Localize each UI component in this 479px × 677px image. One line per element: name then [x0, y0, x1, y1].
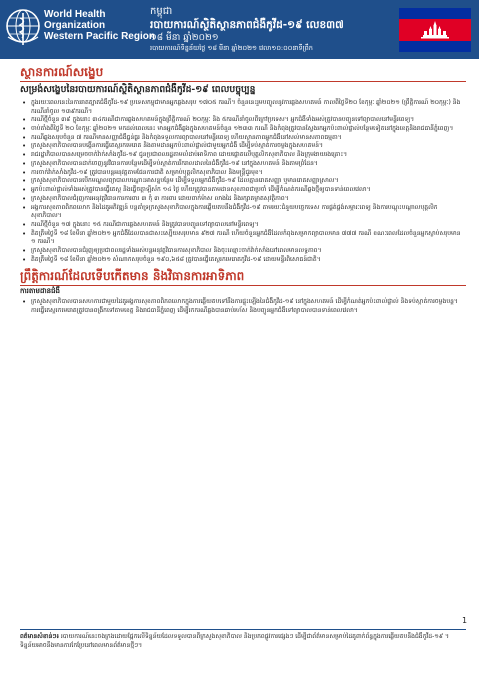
footer-label: ពត៌មានសំខាន់ៗ៖: [20, 633, 59, 640]
list-item: • រាជរដ្ឋាភិបាលបានសម្រេចចាក់វ៉ាក់សាំងកូវីដ-១៩ ជូនប្រជាពលរដ្ឋតាមលំដាប់អាទិភាព ដោយផ្ដោតលើបុគ្គលិកសុខាភិបាល និងក្រុមងាយរងគ្រោះ។: [20, 151, 466, 160]
surveillance-subheading: ការតាមដានជំងឺ: [20, 287, 60, 296]
list-item: • គិតត្រឹមថ្ងៃទី ១៨ ខែមីនា ឆ្នាំ២០២១ អ្នកជំងឺដែលបានជាសះស្បើយសរុបមាន ៩២៧ ករណី ហើយចំនួនអ្នកជំងឺដែលកំពុងសម្រាកព្យាបាលមាន ៧៧៧ ករណី ខណៈពេលដែលចំនួនអ្នកស្លាប់សរុបមាន ១ ករណី។: [20, 230, 466, 247]
org-region: Western Pacific Region: [44, 31, 155, 42]
list-item: • ក្រសួងសុខាភិបាលបានដាក់ចេញនូវវិធានការបន្ថែមដើម្បីទប់ស្កាត់ការរីករាលដាលនៃជំងឺកូវីដ-១៩ នៅក្នុងសហគមន៍ និងតាមព្រំដែន។: [20, 160, 466, 169]
list-item: • ក្រសួងសុខាភិបាលបានសហការជាមួយដៃគូអង្គការសុខភាពពិភពលោកក្នុងការឆ្លើយតបទៅនឹងការផ្ទុះឡើងនៃជំងឺកូវីដ-១៩ នៅក្នុងសហគមន៍ ដើម្បីកំណត់អ្នកប៉ះពាល់ផ្ទាល់ និងទប់ស្កាត់ការចម្លងបន្ត។ ការធ្វើតេស្តរកមេរោគត្រូវបានពង្រីកទៅតាមខេត្ត និងរាជធានីភ្នំពេញ ដើម្បីរកករណីឆ្លងបានឆាប់រហ័ស និងបញ្ជូនអ្នកជំងឺទៅព្យាបាលបានទាន់ពេលវេលា។: [20, 298, 466, 315]
who-emblem-icon: [4, 7, 42, 47]
report-title-block: [150, 6, 344, 53]
list-item: • ករណីឆ្លងសរុបចំនួន ៧ ករណីមានសញ្ញាជំងឺធ្ងន់ធ្ងរ និងកំពុងទទួលការព្យាបាលនៅមន្ទីរពេទ្យ ហើយស្ថានភាពអ្នកជំងឺនៅសល់មានសភាពធម្មតា។: [20, 134, 466, 143]
report-title: របាយការណ៍ស្ថិតិស្ថានភាពជំងឺកូវីដ-១៩ លេខ៣៧: [150, 19, 344, 31]
priority-actions-section: [20, 268, 466, 315]
situation-summary-heading: ស្ថានការណ៍សង្ខេប: [20, 64, 466, 82]
list-item: • ការចាក់វ៉ាក់សាំងកូវីដ-១៩ ត្រូវបានបន្តអនុវត្តតាមផែនការជាតិ សម្រាប់បុគ្គលិកសុខាភិបាល និងមន្ត្រីជួរមុខ។: [20, 169, 466, 178]
report-header: [0, 0, 479, 59]
report-date: ១៨ មីនា ឆ្នាំ២០២១: [150, 33, 219, 43]
report-body: [20, 64, 466, 315]
list-item: • ចាប់តាំងពីថ្ងៃទី ២០ ខែកុម្ភៈ ឆ្នាំ២០២១ មកដល់ពេលនេះ មានអ្នកជំងឺឆ្លងក្នុងសហគមន៍ចំនួន ១២៣៣ ករណី និងកំពុងត្រូវបានស្វែងរកអ្នកប៉ះពាល់ផ្ទាល់បន្ថែមទៀតនៅក្នុងខេត្តនិងរាជធានីភ្នំពេញ។: [20, 125, 466, 134]
list-item: • ក្រសួងសុខាភិបាលបានបើកមណ្ឌលព្យាបាលបណ្ដោះអាសន្នបន្ថែម ដើម្បីទទួលអ្នកជំងឺកូវីដ-១៩ ដែលគ្មានរោគសញ្ញា ឬមានរោគសញ្ញាស្រាល។: [20, 177, 466, 186]
list-item: • ក្រសួងសុខាភិបាលបានបង្កើនការធ្វើតេស្តរកមេរោគ និងតាមដានអ្នកប៉ះពាល់ផ្ទាល់ជាមួយអ្នកជំងឺ ដើម្បីទប់ស្កាត់ការចម្លងក្នុងសហគមន៍។: [20, 142, 466, 151]
list-item: • ក្រសួងសុខាភិបាលជំរុញការអនុវត្តវិធានការការពារ ៣ កុំ ៣ ការពារ ដោយពាក់ម៉ាស លាងដៃ និងរក្សាគម្លាតសុវត្ថិភាព។: [20, 195, 466, 204]
footer-text: របាយការណ៍នេះចងក្រងដោយផ្អែកលើទិន្នន័យដែលទទួលបានពីក្រសួងសុខាភិបាល និងប្រភពផ្លូវការផ្សេងៗ ដើម្បីជាព័ត៌មានសម្រាប់ដៃគូពាក់ព័ន្ធក្នុងការឆ្លើយតបនឹងជំងឺកូវីដ-១៩ ។ ទិន្នន័យអាចនឹងមានការកែប្រែនៅពេលមានព័ត៌មានថ្មីៗ។: [20, 633, 449, 649]
cambodia-flag-icon: [399, 8, 471, 52]
list-item: • អង្គការសុខភាពពិភពលោក និងដៃគូអភិវឌ្ឍន៍ បន្តគាំទ្រក្រសួងសុខាភិបាលក្នុងការឆ្លើយតបនឹងជំងឺកូវីដ-១៩ តាមរយៈជំនួយបច្ចេកទេស ការផ្គត់ផ្គង់សម្ភារៈពេទ្យ និងការបណ្ដុះបណ្ដាលបុគ្គលិកសុខាភិបាល។: [20, 204, 466, 221]
country-name: កម្ពុជា: [150, 6, 173, 17]
list-item: • គិតត្រឹមថ្ងៃទី ១៨ ខែមីនា ឆ្នាំ២០២១ សំណាកសរុបចំនួន ១៩០,៦៥៨ ត្រូវបានធ្វើតេស្តរកមេរោគកូវីដ-១៩ ដោយមន្ទីរពិសោធន៍ជាតិ។: [20, 256, 466, 265]
surveillance-list: [20, 298, 466, 315]
org-line1: World Health: [44, 9, 106, 20]
data-period: របាយការណ៍ទិន្នន័យថ្ងៃ ១៨ មីនា ឆ្នាំ២០២១ វេលា១០:០០នាទីព្រឹក: [150, 44, 313, 52]
priority-actions-heading: ព្រឹត្តិការណ៍ដែលទើបកើតមាន និងវិធានការអាទិភាព: [20, 268, 466, 286]
org-line2: Organization: [44, 20, 106, 31]
footer-divider: [20, 629, 466, 630]
list-item: • ក្នុងរយៈពេលនេះនៃការរាតត្បាតជំងឺកូវីដ-១៩ ប្រទេសកម្ពុជាមានអ្នកឆ្លងសរុប ១៧០៥ ករណី។ ចំនួននេះរួមបញ្ចូលនូវការឆ្លងសហគមន៍ កាលពីថ្ងៃទី២០ ខែកុម្ភៈ ឆ្នាំ២០២១ (ព្រឹត្តិការណ៍ ២០កុម្ភៈ) និងករណីនាំចូល ១៣៩ករណី។: [20, 99, 466, 116]
who-wordmark: [44, 9, 155, 42]
list-item: • ករណីថ្មីចំនួន ១៧ ក្នុងនោះ ១៥ ករណីជាការឆ្លងសហគមន៍ និងត្រូវបានបញ្ជូនទៅព្យាបាលនៅមន្ទីរពេទ្យ។: [20, 221, 466, 230]
list-item: • ក្រសួងសុខាភិបាលបានជំរុញឲ្យប្រជាពលរដ្ឋទាំងអស់បន្តអនុវត្តវិធានការសុខាភិបាល និងចុះឈ្មោះចាក់វ៉ាក់សាំងនៅពេលមានលទ្ធភាព។: [20, 247, 466, 256]
report-footer: [20, 633, 466, 650]
list-item: • អ្នកប៉ះពាល់ផ្ទាល់ទាំងអស់ត្រូវបានធ្វើតេស្ត និងធ្វើចត្តាឡីស័ក ១៤ ថ្ងៃ ហើយត្រូវបានតាមដានសុខភាពជាប្រចាំ ដើម្បីកំណត់ករណីឆ្លងថ្មីឲ្យបានទាន់ពេលវេលា។: [20, 186, 466, 195]
situation-summary-subheading: សម្រង់សង្ខេបនៃរបាយការណ៍ស្ថិតិស្ថានភាពជំងឺកូវីដ-១៩ ពេលបច្ចុប្បន្ន: [20, 84, 256, 95]
list-item: • ករណីថ្មីចំនួន ៣៩ ក្នុងនោះ ៣៤ករណីជាការឆ្លងសហគមន៍ក្នុងព្រឹត្តិការណ៍ ២០កុម្ភៈ និង ៥ករណីនាំចូលពីក្រៅប្រទេស។ អ្នកជំងឺទាំងអស់ត្រូវបានបញ្ជូនទៅព្យាបាលនៅមន្ទីរពេទ្យ។: [20, 116, 466, 125]
page-number: 1: [462, 616, 468, 625]
situation-summary-list: [20, 99, 466, 264]
